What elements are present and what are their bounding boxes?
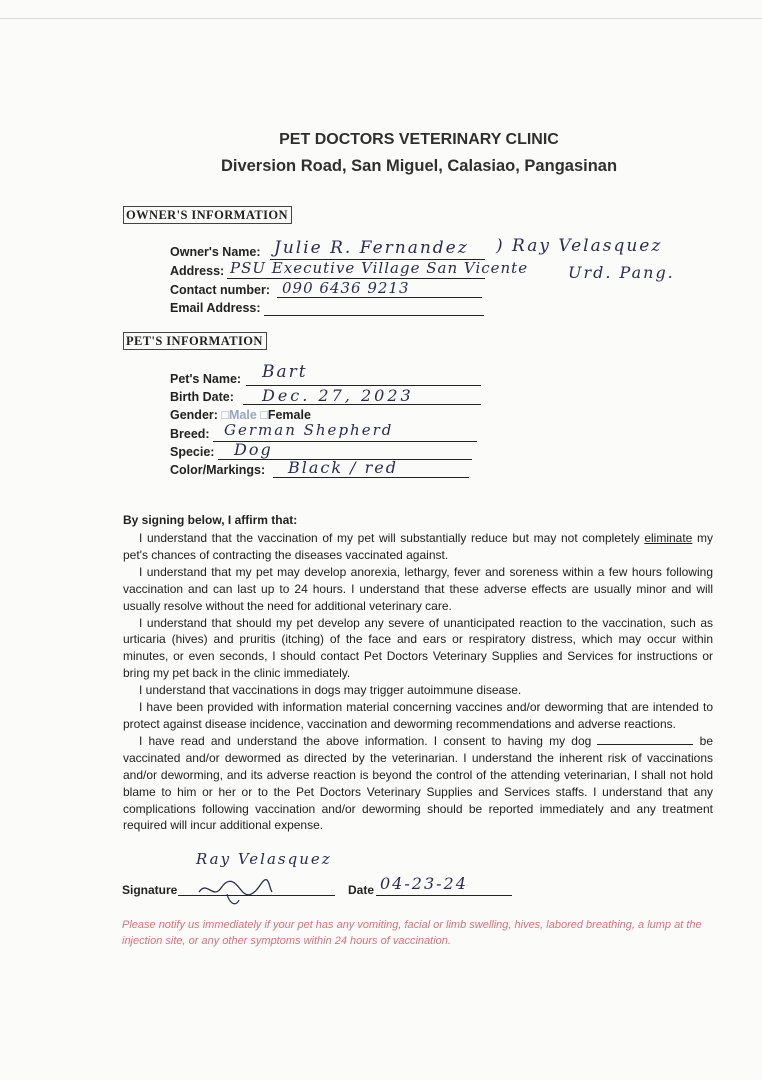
owner-name-label: Owner's Name: [170,245,261,259]
affirm-p4: I understand that vaccinations in dogs may trigger autoimmune disease. [139,683,522,698]
gender-male-text: Male [228,408,257,422]
affirm-p6-b: be vaccinated and/or dewormed as directed by the veterinarian. I understand the inherent risk of vaccinations and/or deworming, and its adverse reaction is beyond the control of the attending veterinarian, I shall not hold blame to him or her or to the Pet Doctors Veterinary Supplies and Services staffs. I understand that any complications following vaccination and/or deworming should be reported immediately and any treatment required will incur additional expense. [123,733,714,833]
date-value[interactable]: 04-23-24 [380,874,468,893]
color-line [273,477,469,478]
notice-text: Please notify us immediately if your pet has any vomiting, facial or limb swelling, hives, labored breathing, a lump at the injection site, or any other symptoms within 24 hours of vaccination. [122,919,702,947]
owner-section-heading: OWNER'S INFORMATION [123,206,292,224]
signature-label: Signature [122,883,178,897]
specie-label: Specie: [170,445,215,459]
birth-date-label: Birth Date: [170,390,234,404]
specie-value[interactable]: Dog [234,440,273,459]
pet-name-value[interactable]: Bart [262,362,308,382]
signature-scribble [195,870,275,912]
owner-name-extra: ) Ray Velasquez [496,236,663,256]
clinic-address: Diversion Road, San Miguel, Calasiao, Pangasinan [220,157,618,175]
gender-male-checkbox[interactable]: □ [221,408,229,422]
breed-value[interactable]: German Shepherd [224,421,394,439]
owner-name-value[interactable]: Julie R. Fernandez [274,238,469,258]
date-line [376,895,512,896]
paper-edge [0,18,762,19]
affirm-p3: I understand that should my pet develop any severe of unanticipated reaction to the vaccination, such as urticaria (hives) and pruritis (itching) of the face and ears or respiratory distress, which may occur within minutes, or even seconds, I should contact Pet Doctors Veterinary Supplies and Services for instructions or bring my pet back in the clinic immediately. [123,615,713,681]
gender-label [170,408,311,422]
birth-date-value[interactable]: Dec. 27, 2023 [262,386,414,405]
color-value[interactable]: Black / red [288,458,398,477]
affirm-p1-underlined: eliminate [644,531,693,545]
contact-label: Contact number: [170,283,270,297]
email-line [264,315,484,316]
address-label: Address: [170,264,225,278]
contact-value[interactable]: 090 6436 9213 [282,279,410,297]
affirm-heading: By signing below, I affirm that: [123,513,298,527]
address-value[interactable]: PSU Executive Village San Vicente [230,259,529,277]
email-label: Email Address: [170,301,261,315]
dog-name-blank[interactable] [597,734,693,745]
affirm-p1 [123,530,713,564]
affirm-text [123,530,713,834]
color-label: Color/Markings: [170,463,266,477]
pet-name-label: Pet's Name: [170,372,242,386]
affirm-p5: I have been provided with information material concerning vaccines and/or deworming that are intended to protect against disease incidence, vaccination and deworming recommendations and adverse reactions. [123,700,713,731]
pet-section-heading: PET'S INFORMATION [123,332,267,350]
affirm-p6 [123,733,713,834]
breed-label: Breed: [170,427,210,441]
gender-female-checkbox[interactable]: □ [260,408,268,422]
affirm-p2: I understand that my pet may develop anorexia, lethargy, fever and soreness within a few hours following vaccination and can last up to 24 hours. I understand that these adverse effects are usually minor and will usually resolve without the need for additional veterinary care. [123,564,713,613]
gender-female-text: Female [267,408,311,422]
contact-line [277,297,482,298]
affirm-p1-a: I understand that the vaccination of my pet will substantially reduce but may not completely [139,531,645,545]
clinic-name: PET DOCTORS VETERINARY CLINIC [279,131,559,148]
signature-name: Ray Velasquez [196,850,332,868]
address-extra: Urd. Pang. [568,263,675,282]
gender-label-text: Gender: [170,408,218,422]
date-label: Date [348,883,375,897]
affirm-p6-a: I have read and understand the above information. I consent to having my dog [139,733,592,748]
affirm-p1-b: my pet's chances of contracting the diseases vaccinated against. [123,531,713,562]
